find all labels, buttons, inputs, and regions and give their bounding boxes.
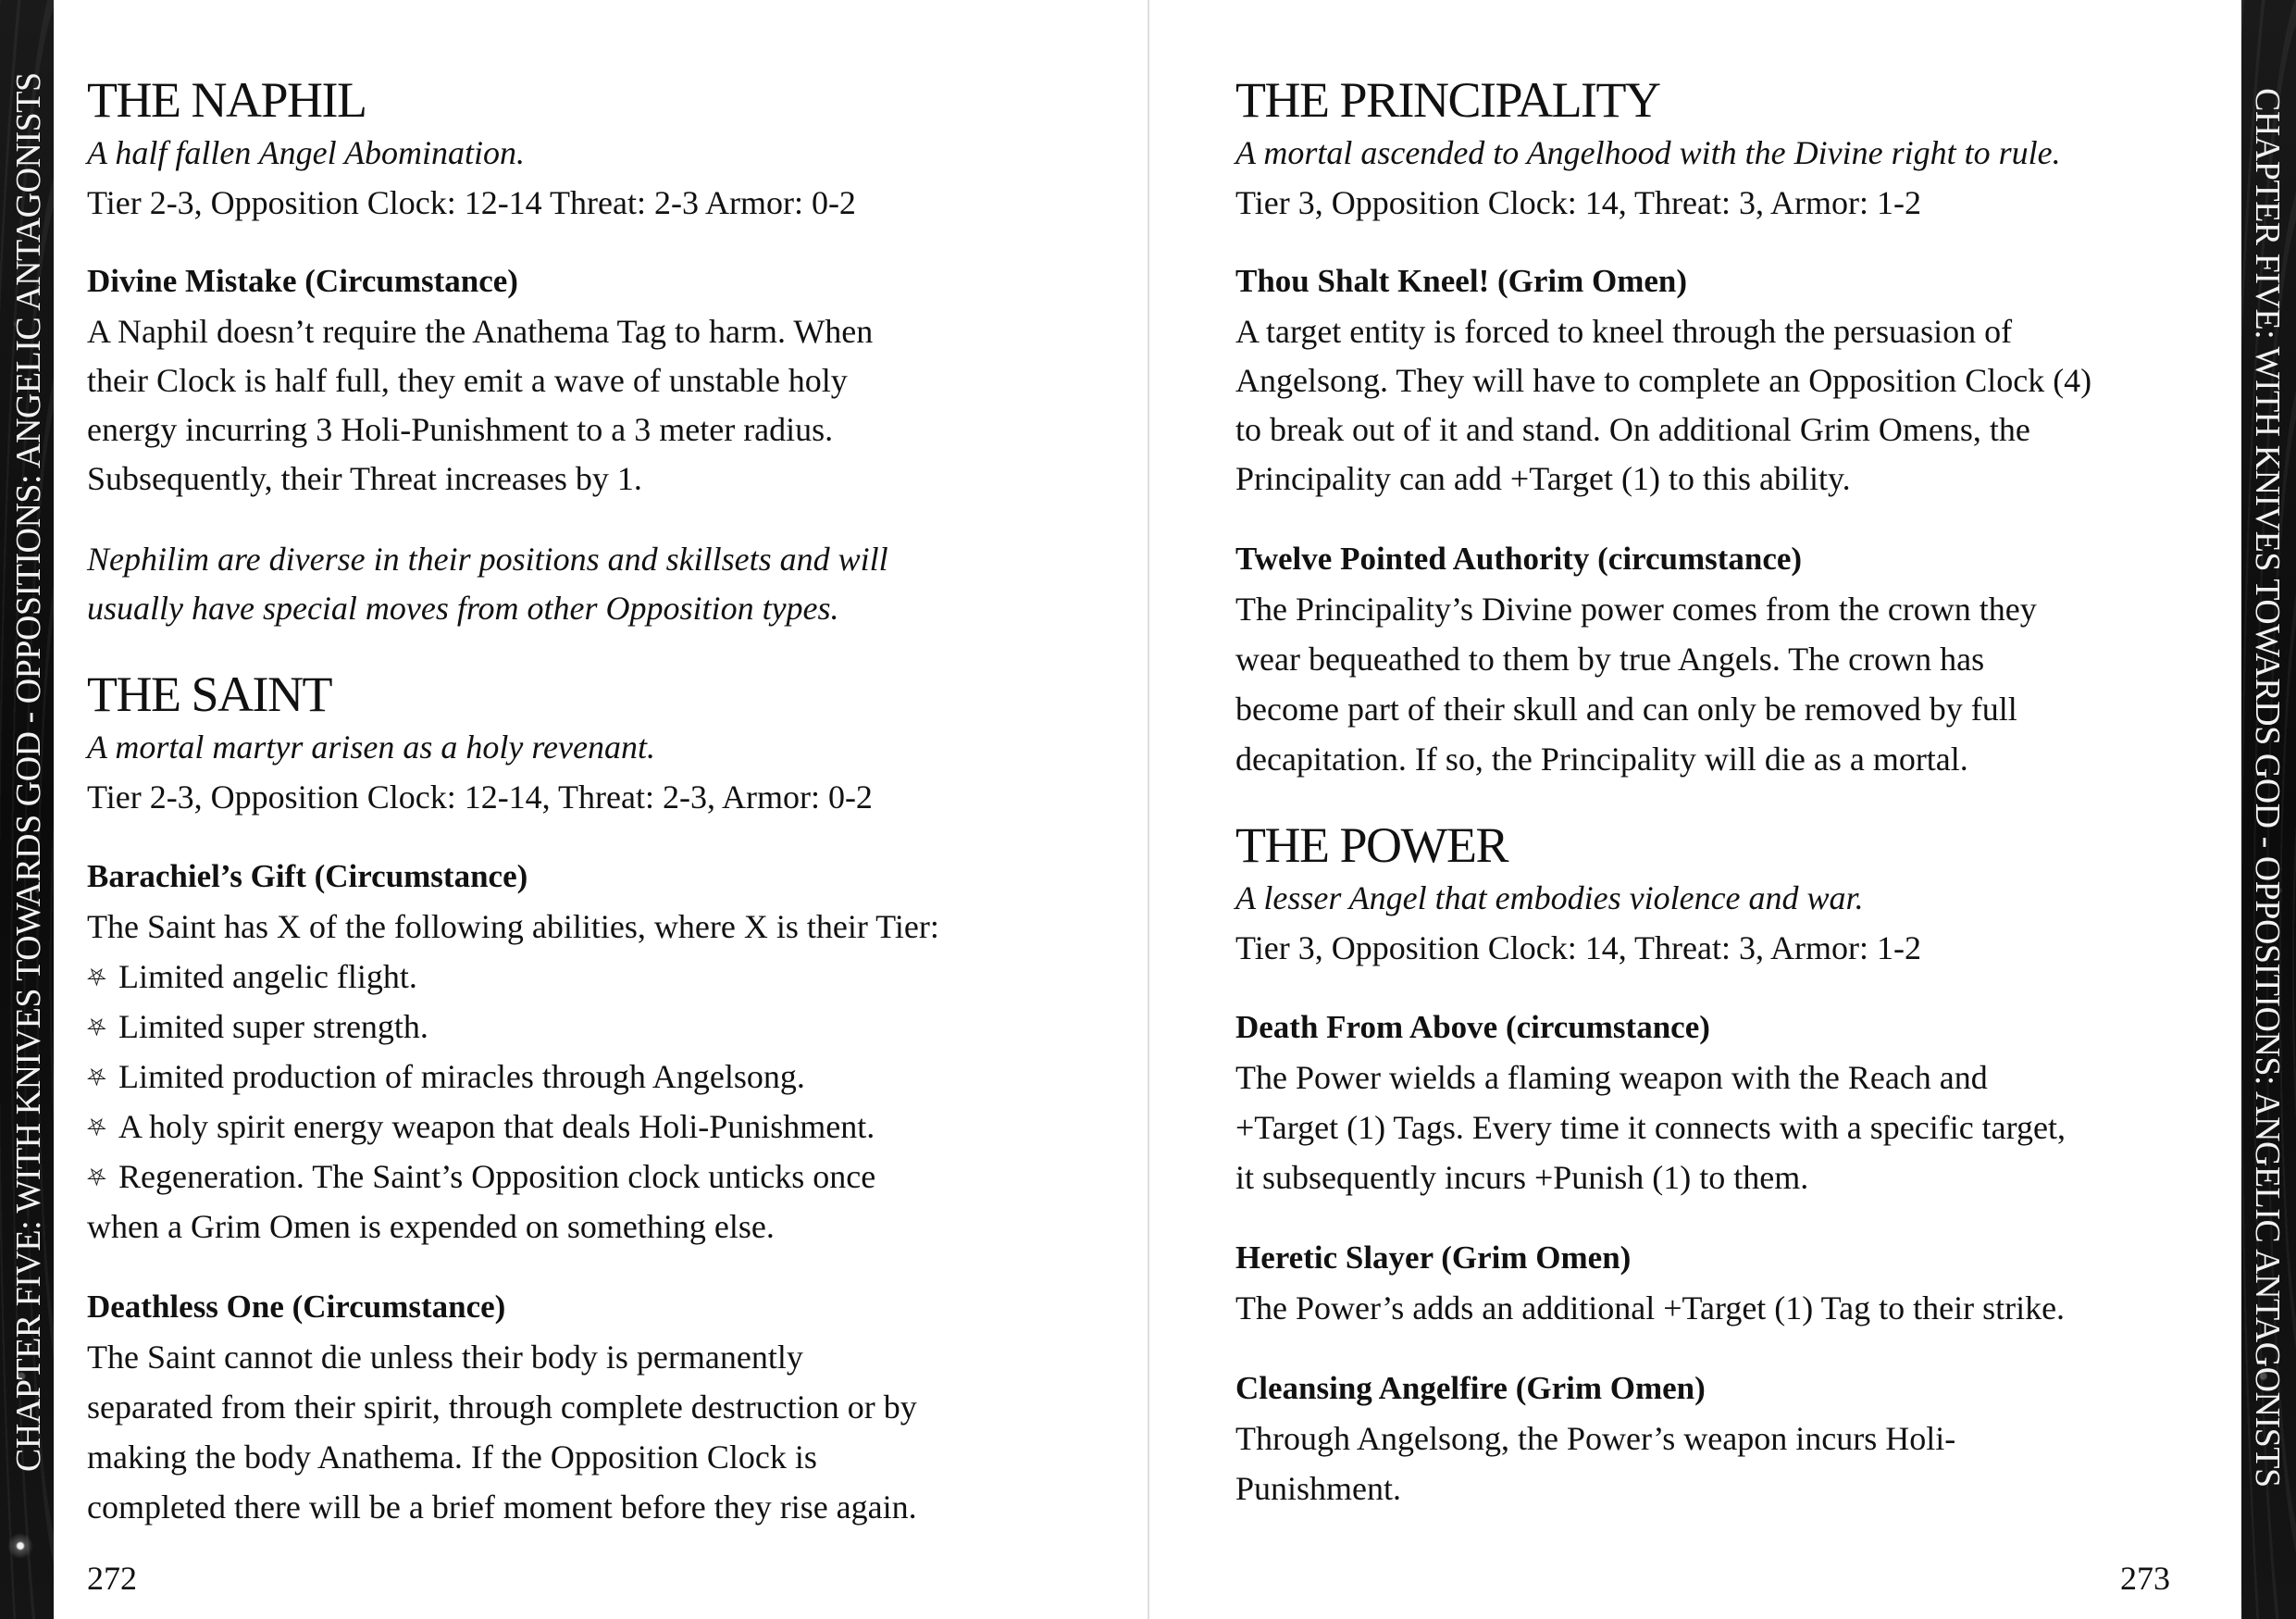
entry-stats: Tier 3, Opposition Clock: 14, Threat: 3, Armor: 1-2 bbox=[1235, 929, 1921, 966]
ability-text-line: making the body Anathema. If the Opposition Clock is bbox=[87, 1438, 817, 1476]
bullet-text: Regeneration. The Saint’s Opposition clock unticks once bbox=[118, 1158, 876, 1195]
ability-title: Heretic Slayer (Grim Omen) bbox=[1235, 1239, 1632, 1276]
ability-text-line: The Principality’s Divine power comes from the crown they bbox=[1235, 591, 2037, 628]
ability-title: Divine Mistake (Circumstance) bbox=[87, 263, 518, 299]
ability-text-line: The Power’s adds an additional +Target (1) Tag to their strike. bbox=[1235, 1289, 2066, 1326]
ability-text-line: Punishment. bbox=[1235, 1470, 1402, 1507]
entry-title: THE POWER bbox=[1235, 817, 1508, 873]
ability-text-line: Through Angelsong, the Power’s weapon incurs Holi- bbox=[1235, 1420, 1956, 1457]
ability-text-line: +Target (1) Tags. Every time it connects with a specific target, bbox=[1235, 1109, 2066, 1146]
ability-text-line: separated from their spirit, through complete destruction or by bbox=[87, 1389, 917, 1426]
inverted-pentagram-icon: ⛧ bbox=[87, 965, 106, 991]
entry-note-line: Nephilim are diverse in their positions and skillsets and will bbox=[87, 541, 888, 578]
ability-text-line: decapitation. If so, the Principality will die as a mortal. bbox=[1235, 741, 1968, 778]
inverted-pentagram-icon: ⛧ bbox=[87, 1115, 106, 1141]
bullet-text: Limited production of miracles through Angelsong. bbox=[118, 1058, 805, 1095]
ability-text-line: it subsequently incurs +Punish (1) to them. bbox=[1235, 1159, 1809, 1196]
running-header-left: CHAPTER FIVE: WITH KNIVES TOWARDS GOD - OPPOSITIONS: ANGELIC ANTAGONISTS bbox=[9, 72, 48, 1472]
entry-stats: Tier 2-3, Opposition Clock: 12-14, Threat: 2-3, Armor: 0-2 bbox=[87, 778, 873, 816]
ability-title: Barachiel’s Gift (Circumstance) bbox=[87, 858, 528, 894]
page-number-right: 273 bbox=[2120, 1560, 2170, 1597]
ability-text-line: their Clock is half full, they emit a wave of unstable holy bbox=[87, 362, 848, 399]
entry-title: THE NAPHIL bbox=[87, 72, 366, 128]
entry-tagline: A half fallen Angel Abomination. bbox=[87, 134, 525, 171]
entry-stats: Tier 3, Opposition Clock: 14, Threat: 3, Armor: 1-2 bbox=[1235, 184, 1921, 221]
ability-title: Death From Above (circumstance) bbox=[1235, 1009, 1710, 1045]
entry-tagline: A mortal martyr arisen as a holy revenant. bbox=[87, 729, 655, 766]
running-header-right: CHAPTER FIVE: WITH KNIVES TOWARDS GOD - OPPOSITIONS: ANGELIC ANTAGONISTS bbox=[2248, 88, 2287, 1488]
page-number-left: 272 bbox=[87, 1560, 137, 1597]
ability-text-line: A Naphil doesn’t require the Anathema Tag to harm. When bbox=[87, 313, 874, 350]
inverted-pentagram-icon: ⛧ bbox=[87, 1065, 106, 1091]
ability-text-line: Subsequently, their Threat increases by 1. bbox=[87, 460, 642, 497]
ability-text-line: completed there will be a brief moment before they rise again. bbox=[87, 1488, 917, 1526]
bullet-item bbox=[87, 1102, 1123, 1153]
ability-text-line: energy incurring 3 Holi-Punishment to a 3 meter radius. bbox=[87, 411, 834, 448]
ability-text-line: The Power wields a flaming weapon with the Reach and bbox=[1235, 1059, 1988, 1096]
entry-note-line: usually have special moves from other Opposition types. bbox=[87, 590, 839, 627]
entry-title: THE SAINT bbox=[87, 666, 331, 722]
entry-title: THE PRINCIPALITY bbox=[1235, 72, 1660, 128]
inverted-pentagram-icon: ⛧ bbox=[87, 1015, 106, 1041]
bullet-item bbox=[87, 1052, 1123, 1103]
bullet-continuation: when a Grim Omen is expended on something else. bbox=[87, 1208, 775, 1245]
bullet-item bbox=[87, 1152, 1123, 1203]
entry-tagline: A lesser Angel that embodies violence and war. bbox=[1235, 879, 1864, 916]
ability-text-line: A target entity is forced to kneel through the persuasion of bbox=[1235, 313, 2013, 350]
entry-stats: Tier 2-3, Opposition Clock: 12-14 Threat: 2-3 Armor: 0-2 bbox=[87, 184, 856, 221]
bullet-text: Limited angelic flight. bbox=[118, 958, 417, 995]
ability-text-line: The Saint cannot die unless their body is permanently bbox=[87, 1339, 803, 1376]
ability-text-line: to break out of it and stand. On additional Grim Omens, the bbox=[1235, 411, 2030, 448]
ability-text-line: Angelsong. They will have to complete an Opposition Clock (4) bbox=[1235, 362, 2092, 399]
ability-title: Deathless One (Circumstance) bbox=[87, 1289, 506, 1325]
entry-tagline: A mortal ascended to Angelhood with the Divine right to rule. bbox=[1235, 134, 2061, 171]
bullet-item bbox=[87, 952, 1123, 1003]
inverted-pentagram-icon: ⛧ bbox=[87, 1164, 106, 1191]
ability-title: Cleansing Angelfire (Grim Omen) bbox=[1235, 1370, 1706, 1406]
ability-title: Thou Shalt Kneel! (Grim Omen) bbox=[1235, 263, 1688, 299]
ability-text-line: Principality can add +Target (1) to this ability. bbox=[1235, 460, 1851, 497]
right-running-header-strip bbox=[2241, 0, 2296, 1619]
bullet-item bbox=[87, 1002, 1123, 1053]
ability-intro: The Saint has X of the following abilities, where X is their Tier: bbox=[87, 908, 939, 945]
ability-text-line: become part of their skull and can only be removed by full bbox=[1235, 691, 2017, 728]
ability-text-line: wear bequeathed to them by true Angels. The crown has bbox=[1235, 641, 1985, 678]
ability-title: Twelve Pointed Authority (circumstance) bbox=[1235, 541, 1803, 577]
bullet-text: A holy spirit energy weapon that deals Holi-Punishment. bbox=[118, 1108, 875, 1145]
sparkle-decoration bbox=[2, 1527, 39, 1564]
page-gutter bbox=[1148, 0, 1149, 1619]
left-running-header-strip bbox=[0, 0, 54, 1619]
bullet-text: Limited super strength. bbox=[118, 1008, 428, 1045]
